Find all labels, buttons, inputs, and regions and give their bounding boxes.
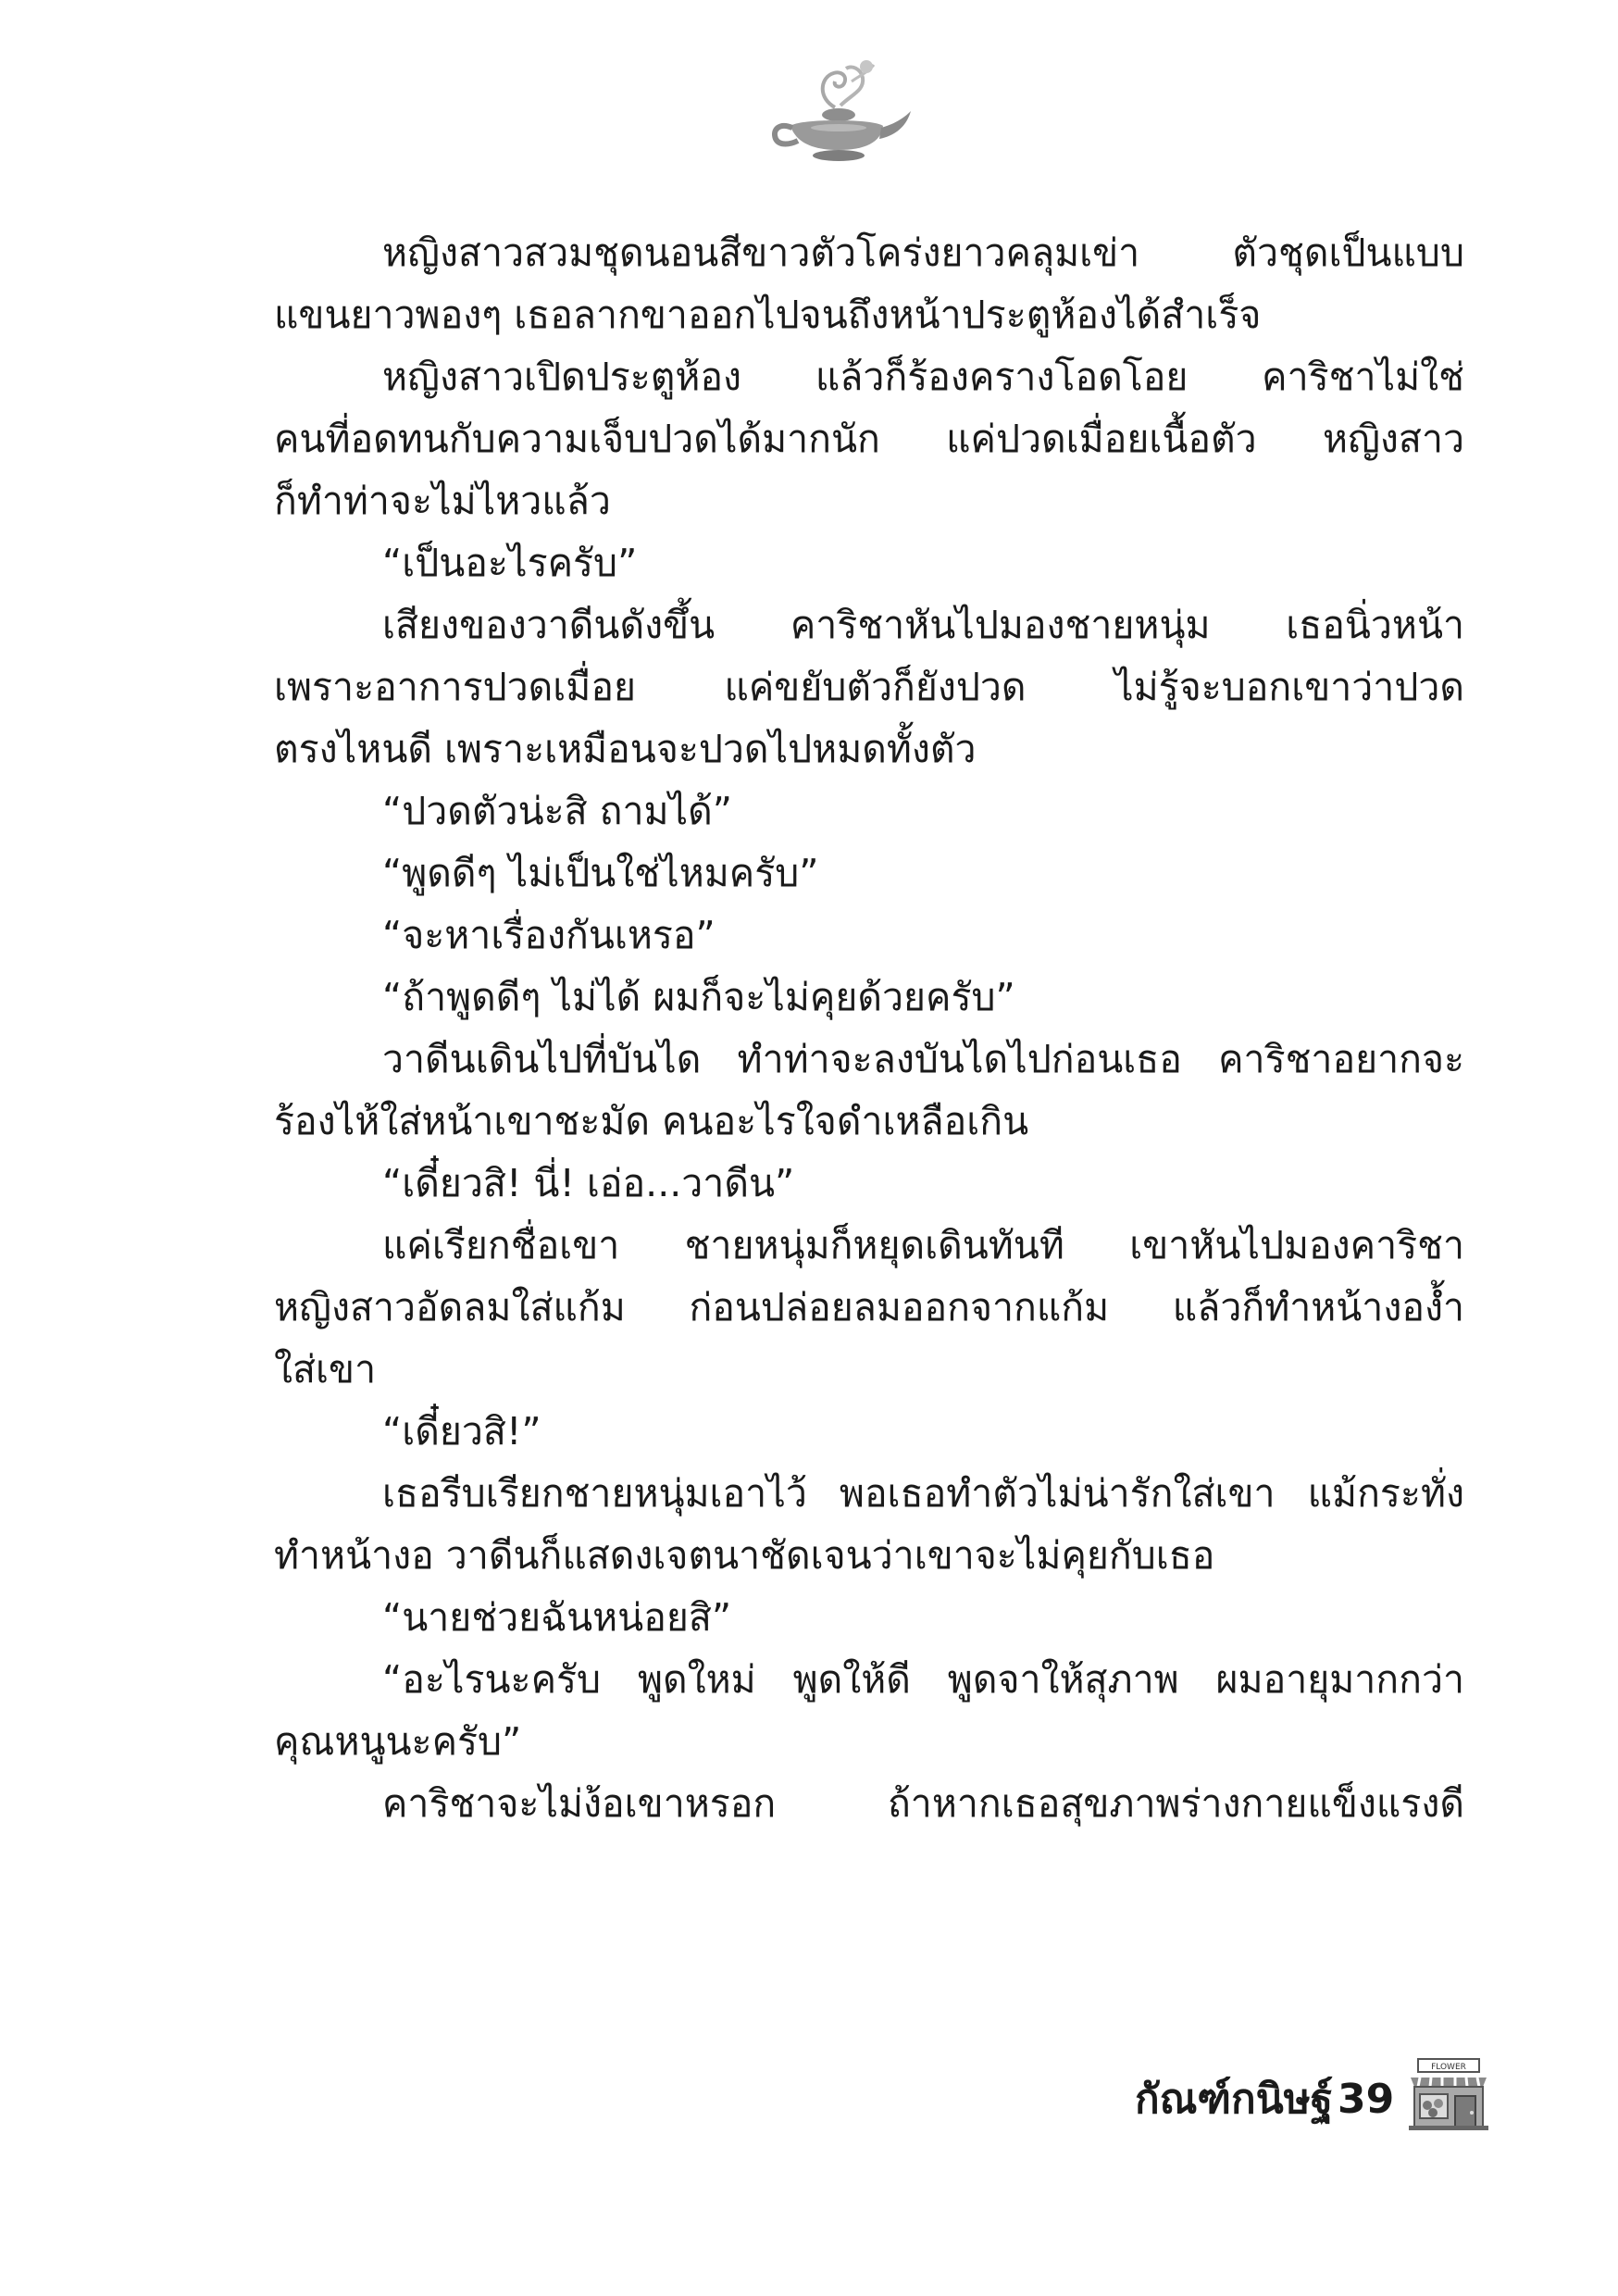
text-line: “เดี๋ยวสิ! นี่! เอ่อ...วาดีน” (382, 1161, 795, 1205)
text-line: “เป็นอะไรครับ” (382, 541, 638, 585)
genie-lamp-icon (763, 54, 915, 165)
page-number: 39 (1338, 2076, 1395, 2123)
text-line: “นายช่วยฉันหน่อยสิ” (382, 1595, 732, 1640)
text-line: วาดีนเดินไปที่บันได ทำท่าจะลงบันไดไปก่อนเธอ คาริชาอยากจะ (382, 1037, 1464, 1081)
text-line: หญิงสาวเปิดประตูห้อง แล้วก็ร้องครางโอดโอย คาริชาไม่ใช่ (382, 355, 1464, 399)
text-line: หญิงสาวสวมชุดนอนสีขาวตัวโคร่งยาวคลุมเข่า ตัวชุดเป็นแบบ (382, 231, 1464, 275)
text-line: “จะหาเรื่องกันเหรอ” (382, 913, 716, 957)
text-line: “ถ้าพูดดีๆ ไม่ได้ ผมก็จะไม่คุยด้วยครับ” (382, 975, 1015, 1019)
flower-shop-icon (1407, 2057, 1490, 2131)
book-title: กัณฑ์กนิษฐ์ (1135, 2076, 1333, 2123)
text-line: ใส่เขา (274, 1347, 377, 1391)
text-line: “อะไรนะครับ พูดใหม่ พูดให้ดี พูดจาให้สุภาพ ผมอายุมากกว่า (382, 1657, 1464, 1702)
text-line: คนที่อดทนกับความเจ็บปวดได้มากนัก แค่ปวดเมื่อยเนื้อตัว หญิงสาว (274, 417, 1464, 461)
text-line: เธอรีบเรียกชายหนุ่มเอาไว้ พอเธอทำตัวไม่น่ารักใส่เขา แม้กระทั่ง (382, 1471, 1464, 1516)
text-line: คาริชาจะไม่ง้อเขาหรอก ถ้าหากเธอสุขภาพร่างกายแข็งแรงดี (382, 1781, 1464, 1826)
text-line: ตรงไหนดี เพราะเหมือนจะปวดไปหมดทั้งตัว (274, 727, 977, 771)
text-line: “เดี๋ยวสิ!” (382, 1409, 541, 1454)
text-line: “ปวดตัวน่ะสิ ถามได้” (382, 789, 733, 833)
text-line: แขนยาวพองๆ เธอลากขาออกไปจนถึงหน้าประตูห้องได้สำเร็จ (274, 293, 1262, 337)
text-line: เสียงของวาดีนดังขึ้น คาริชาหันไปมองชายหนุ่ม เธอนิ่วหน้า (382, 603, 1464, 647)
text-line: แค่เรียกชื่อเขา ชายหนุ่มก็หยุดเดินทันที เขาหันไปมองคาริชา (382, 1223, 1464, 1267)
text-line: หญิงสาวอัดลมใส่แก้ม ก่อนปล่อยลมออกจากแก้ม แล้วก็ทำหน้างอง้ำ (274, 1285, 1464, 1329)
shop-sign-text: FLOWER (1431, 2063, 1466, 2072)
body-text (274, 222, 1464, 1835)
text-line: เพราะอาการปวดเมื่อย แค่ขยับตัวก็ยังปวด ไม่รู้จะบอกเขาว่าปวด (274, 665, 1464, 709)
text-line: ก็ทำท่าจะไม่ไหวแล้ว (274, 479, 611, 523)
text-line: “พูดดีๆ ไม่เป็นใช่ไหมครับ” (382, 851, 819, 895)
text-line: ทำหน้างอ วาดีนก็แสดงเจตนาชัดเจนว่าเขาจะไม่คุยกับเธอ (274, 1533, 1215, 1578)
text-line: คุณหนูนะครับ” (274, 1719, 522, 1764)
text-line: ร้องไห้ใส่หน้าเขาชะมัด คนอะไรใจดำเหลือเกิน (274, 1099, 1029, 1143)
